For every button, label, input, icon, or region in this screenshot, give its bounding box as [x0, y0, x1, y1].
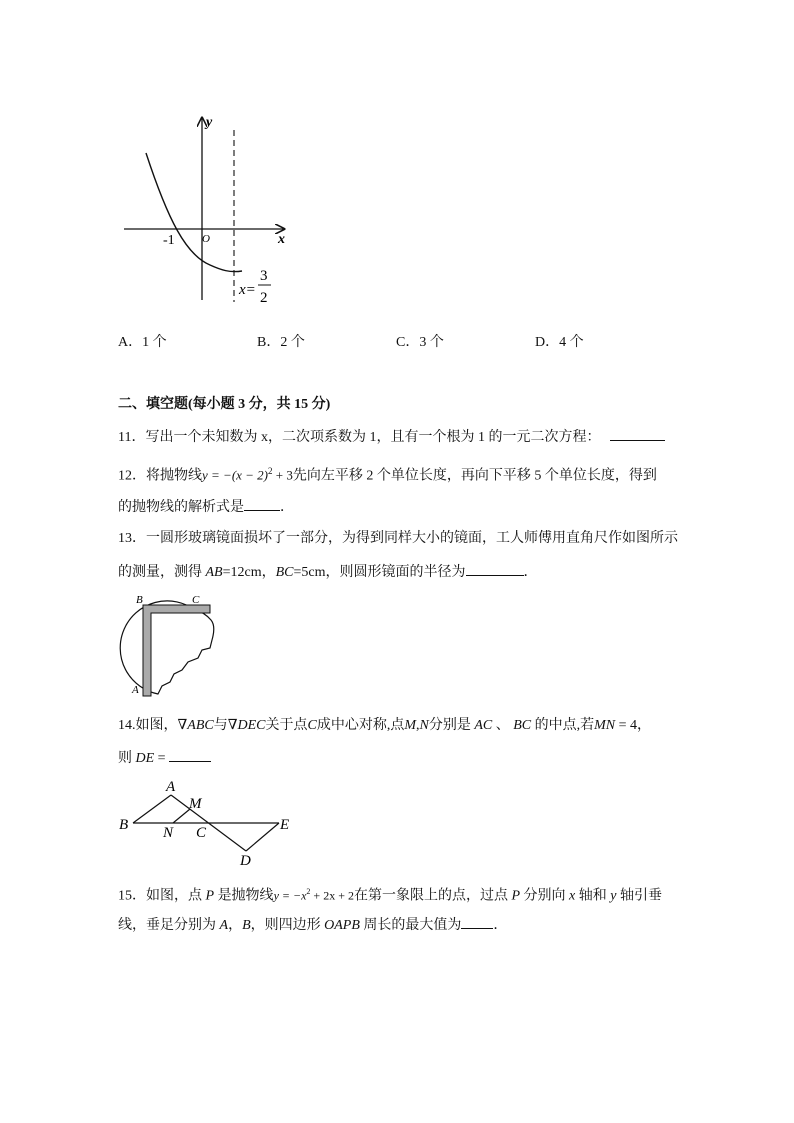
- q15-exponent: 2: [306, 887, 311, 896]
- q15-b: B: [242, 918, 251, 933]
- q14-line1-g: 、: [492, 718, 514, 733]
- q14-line1-d: 成中心对称,点: [316, 718, 405, 733]
- q15-line1-b: 是抛物线: [214, 888, 274, 904]
- q15-line1-d: 分别向: [520, 888, 570, 904]
- q14-m: M: [404, 718, 417, 733]
- question-14-line2: [118, 747, 211, 769]
- q14-line1-c: 关于点: [265, 718, 308, 733]
- label-c: C: [196, 825, 207, 841]
- vline-equation-x: x=: [239, 282, 256, 298]
- origin-label: O: [202, 233, 210, 245]
- q15-end: ．: [493, 918, 508, 933]
- q12-formula-a: y = −(x − 2): [202, 467, 269, 483]
- vline-equation-denominator: 2: [260, 290, 268, 306]
- option-a-letter: A．: [118, 335, 143, 350]
- broken-mirror-figure: [118, 590, 228, 705]
- q13-end: ．: [523, 565, 538, 580]
- question-14-line1: [118, 716, 651, 736]
- option-b: [257, 331, 305, 351]
- q14-de: DE: [135, 751, 155, 766]
- q11-answer-blank: [610, 426, 665, 441]
- q14-line1-i: = 4，: [615, 718, 652, 733]
- label-b: B: [119, 817, 129, 833]
- label-d: D: [240, 853, 251, 869]
- option-d-text: 4 个: [559, 335, 584, 350]
- option-c-letter: C．: [396, 335, 420, 350]
- parabola-graph-figure: [118, 110, 293, 315]
- q13-line2-c: =5cm，则圆形镜面的半径为: [293, 565, 466, 580]
- mirror-label-c: C: [192, 594, 200, 606]
- option-a-text: 1 个: [142, 335, 167, 350]
- q12-line2: 的抛物线的解析式是: [118, 500, 244, 515]
- q13-answer-blank: [466, 561, 524, 576]
- q15-line1-c: 在第一象限上的点，过点: [353, 888, 512, 904]
- question-11: [118, 426, 665, 448]
- q12-answer-blank: [244, 496, 280, 511]
- q14-line1-a: 14.如图，: [118, 718, 178, 733]
- q14-bc: BC: [513, 718, 532, 733]
- option-a: [118, 331, 167, 351]
- q15-p: P: [205, 888, 215, 904]
- option-c-text: 3 个: [419, 335, 444, 350]
- q15-answer-blank: [461, 914, 493, 929]
- parabola-curve: [146, 153, 242, 272]
- option-d-letter: D．: [535, 335, 560, 350]
- q15-formula-b: + 2x + 2: [310, 888, 354, 903]
- q13-bc: BC: [275, 565, 294, 580]
- q15-line2-b: ，: [228, 918, 243, 933]
- question-13-line1: 13．一圆形玻璃镜面损坏了一部分，为得到同样大小的镜面，工人师傅用直角尺作如图所示: [118, 531, 678, 546]
- q14-ac: AC: [474, 718, 493, 733]
- q15-line1-e: 轴和: [575, 888, 611, 904]
- q15-x: x: [569, 888, 576, 904]
- label-a: A: [166, 779, 176, 795]
- label-n: N: [163, 825, 174, 841]
- q15-a: A: [219, 918, 229, 933]
- label-m: M: [189, 796, 202, 812]
- q15-line2-c: ，则四边形: [250, 918, 325, 933]
- x-axis-label: x: [278, 232, 285, 247]
- q13-line2-a: 的测量，测得: [118, 565, 206, 580]
- q12-exponent: 2: [268, 466, 273, 476]
- right-angle-square: [143, 605, 210, 696]
- q14-line1-e: ,: [416, 718, 420, 733]
- q12-formula-b: + 3: [272, 467, 293, 483]
- q15-oapb: OAPB: [324, 918, 360, 933]
- q15-line2-d: 周长的最大值为: [359, 918, 462, 933]
- q14-line1-b: 与: [213, 718, 228, 733]
- q15-p2: P: [511, 888, 521, 904]
- root-label: -1: [163, 233, 175, 248]
- option-b-text: 2 个: [280, 335, 305, 350]
- question-13-line2: [118, 561, 538, 583]
- q15-line2-a: 线，垂足分别为: [118, 918, 220, 933]
- y-axis-label: y: [206, 115, 213, 130]
- q15-formula-a: y = −x: [273, 888, 307, 903]
- option-c: [396, 331, 444, 351]
- q13-line2-b: =12cm，: [222, 565, 276, 580]
- q13-ab: AB: [205, 565, 223, 580]
- question-12-line1: [118, 461, 657, 487]
- q14-mn: MN: [594, 718, 616, 733]
- symmetric-triangles-figure: [116, 778, 301, 870]
- section-heading: 二、填空题(每小题 3 分，共 15 分): [118, 397, 331, 412]
- broken-mirror-outline: [120, 601, 214, 694]
- segment-ba: [133, 795, 171, 823]
- q14-line2-b: =: [154, 751, 170, 766]
- q14-answer-blank: [169, 747, 211, 762]
- option-b-letter: B．: [257, 335, 281, 350]
- mirror-label-b: B: [136, 594, 143, 606]
- segment-nm: [173, 809, 190, 823]
- q12-prefix: 12．将抛物线: [118, 468, 202, 484]
- label-e: E: [280, 817, 290, 833]
- q15-line1-f: 轴引垂: [616, 888, 662, 904]
- q14-line2-a: 则: [118, 751, 136, 766]
- q14-tri2: ∇DEC: [227, 718, 266, 733]
- option-d: [535, 331, 584, 351]
- q14-line1-f: 分别是: [428, 718, 475, 733]
- question-15-line1: [118, 882, 662, 907]
- vline-equation-numerator: 3: [260, 268, 268, 284]
- q14-line1-h: 的中点,若: [531, 718, 595, 733]
- q12-end: ．: [280, 500, 294, 515]
- question-15-line2: [118, 914, 507, 936]
- q14-point-c: C: [307, 718, 317, 733]
- q12-suffix: 先向左平移 2 个单位长度，再向下平移 5 个单位长度，得到: [292, 468, 657, 484]
- segment-de: [246, 823, 279, 851]
- question-12-line2: [118, 496, 294, 518]
- q15-line1-a: 15．如图，点: [118, 888, 206, 904]
- q15-y: y: [610, 888, 617, 904]
- q11-text: 11．写出一个未知数为 x，二次项系数为 1，且有一个根为 1 的一元二次方程：: [118, 430, 601, 445]
- q14-tri1: ∇ABC: [177, 718, 214, 733]
- q14-n: N: [419, 718, 429, 733]
- mirror-label-a: A: [132, 684, 139, 696]
